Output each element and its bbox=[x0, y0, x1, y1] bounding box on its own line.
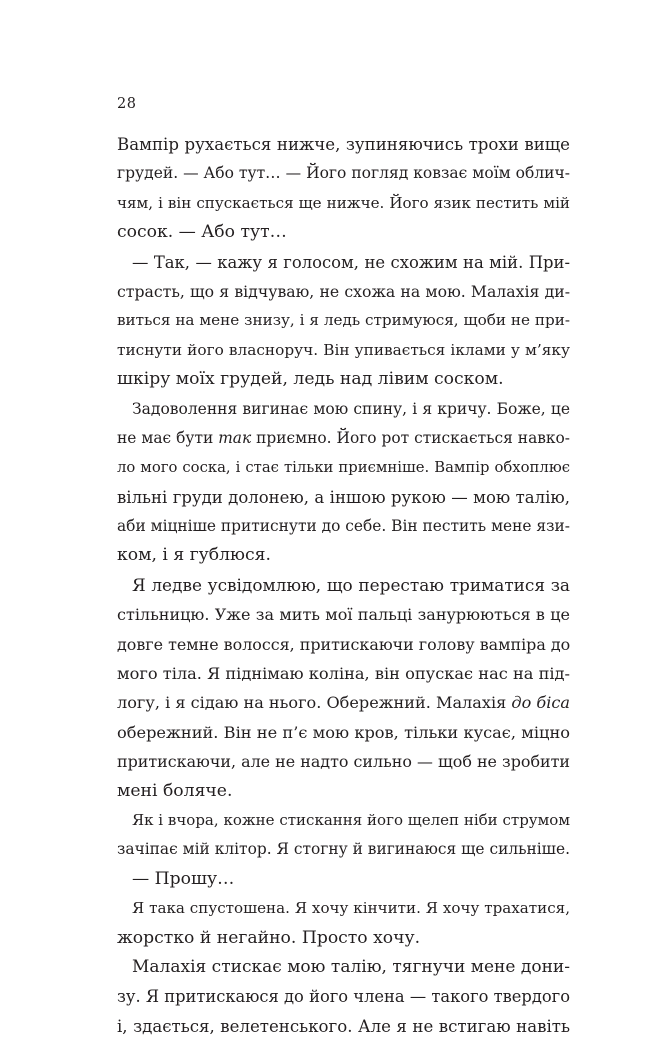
body-text bbox=[117, 130, 570, 1041]
text-line: Малахія стискає мою талію, тягнучи мене дони- bbox=[132, 956, 570, 977]
text-line: зачіпає мій клітор. Я стогну й вигинаюся ще сильніше. bbox=[117, 840, 570, 859]
text-line: сосок. — Або тут… bbox=[117, 222, 287, 243]
text-line: тиснути його власноруч. Він упивається іклами у м’яку bbox=[117, 340, 570, 359]
text-line: вільні груди долонею, а іншою рукою — мою талію, bbox=[117, 487, 570, 507]
text-line: ком, і я гублюся. bbox=[117, 545, 271, 566]
text-line: Вампір рухається нижче, зупиняючись трохи вище bbox=[117, 135, 570, 154]
text-line bbox=[117, 688, 570, 717]
text-line: чям, і він спускається ще нижче. Його язик пестить мій bbox=[117, 193, 570, 212]
emphasized-text: так bbox=[218, 428, 252, 447]
text-line: Як і вчора, кожне стискання його щелеп ніби струмом bbox=[132, 810, 570, 829]
text-line: Я ледве усвідомлюю, що перестаю триматися за bbox=[132, 574, 570, 595]
text-line: зу. Я притискаюся до його члена — такого твердого bbox=[117, 987, 570, 1007]
text-line: стільницю. Уже за мить мої пальці занурюються в це bbox=[117, 605, 570, 625]
text-line: Я така спустошена. Я хочу кінчити. Я хочу трахатися, bbox=[132, 899, 570, 918]
text-line: — Прошу… bbox=[132, 868, 235, 889]
text-line: аби міцніше притиснути до себе. Він пестить мене язи- bbox=[117, 517, 570, 536]
text-line: жорстко й негайно. Просто хочу. bbox=[117, 927, 421, 948]
text-line: притискаючи, але не надто сильно — щоб не зробити bbox=[117, 752, 570, 772]
text-line: — Так, — кажу я голосом, не схожим на мій. При- bbox=[132, 252, 570, 272]
text-line: грудей. — Або тут… — Його погляд ковзає моїм облич- bbox=[117, 164, 570, 183]
text-line: ло мого соска, і стає тільки приємніше. Вампір обхоплює bbox=[117, 459, 570, 477]
text-segment: приємно. Його рот стискається навко- bbox=[251, 428, 570, 447]
text-line: Задоволення вигинає мою спину, і я кричу. Боже, це bbox=[132, 399, 570, 418]
text-line: мого тіла. Я піднімаю коліна, він опускає нас на під- bbox=[117, 664, 570, 684]
text-line: довге темне волосся, притискаючи голову вампіра до bbox=[117, 634, 571, 654]
text-line: виться на мене знизу, і я ледь стримуюся, щоби не при- bbox=[117, 311, 570, 330]
text-line: шкіру моїх грудей, ледь над лівим соском. bbox=[117, 369, 504, 390]
page-number: 28 bbox=[117, 96, 137, 112]
text-line: страсть, що я відчуваю, не схожа на мою. Малахія ди- bbox=[117, 281, 570, 301]
text-line: обережний. Він не п’є мою кров, тільки кусає, міцно bbox=[117, 722, 570, 742]
text-segment: логу, і я сідаю на нього. Обережний. Малахія bbox=[117, 693, 512, 713]
text-line: і, здається, велетенського. Але я не встигаю навіть bbox=[117, 1016, 570, 1036]
text-line bbox=[117, 424, 570, 453]
emphasized-text: до біса bbox=[511, 693, 571, 713]
text-line: мені боляче. bbox=[117, 780, 233, 801]
text-segment: не має бути bbox=[117, 428, 219, 447]
